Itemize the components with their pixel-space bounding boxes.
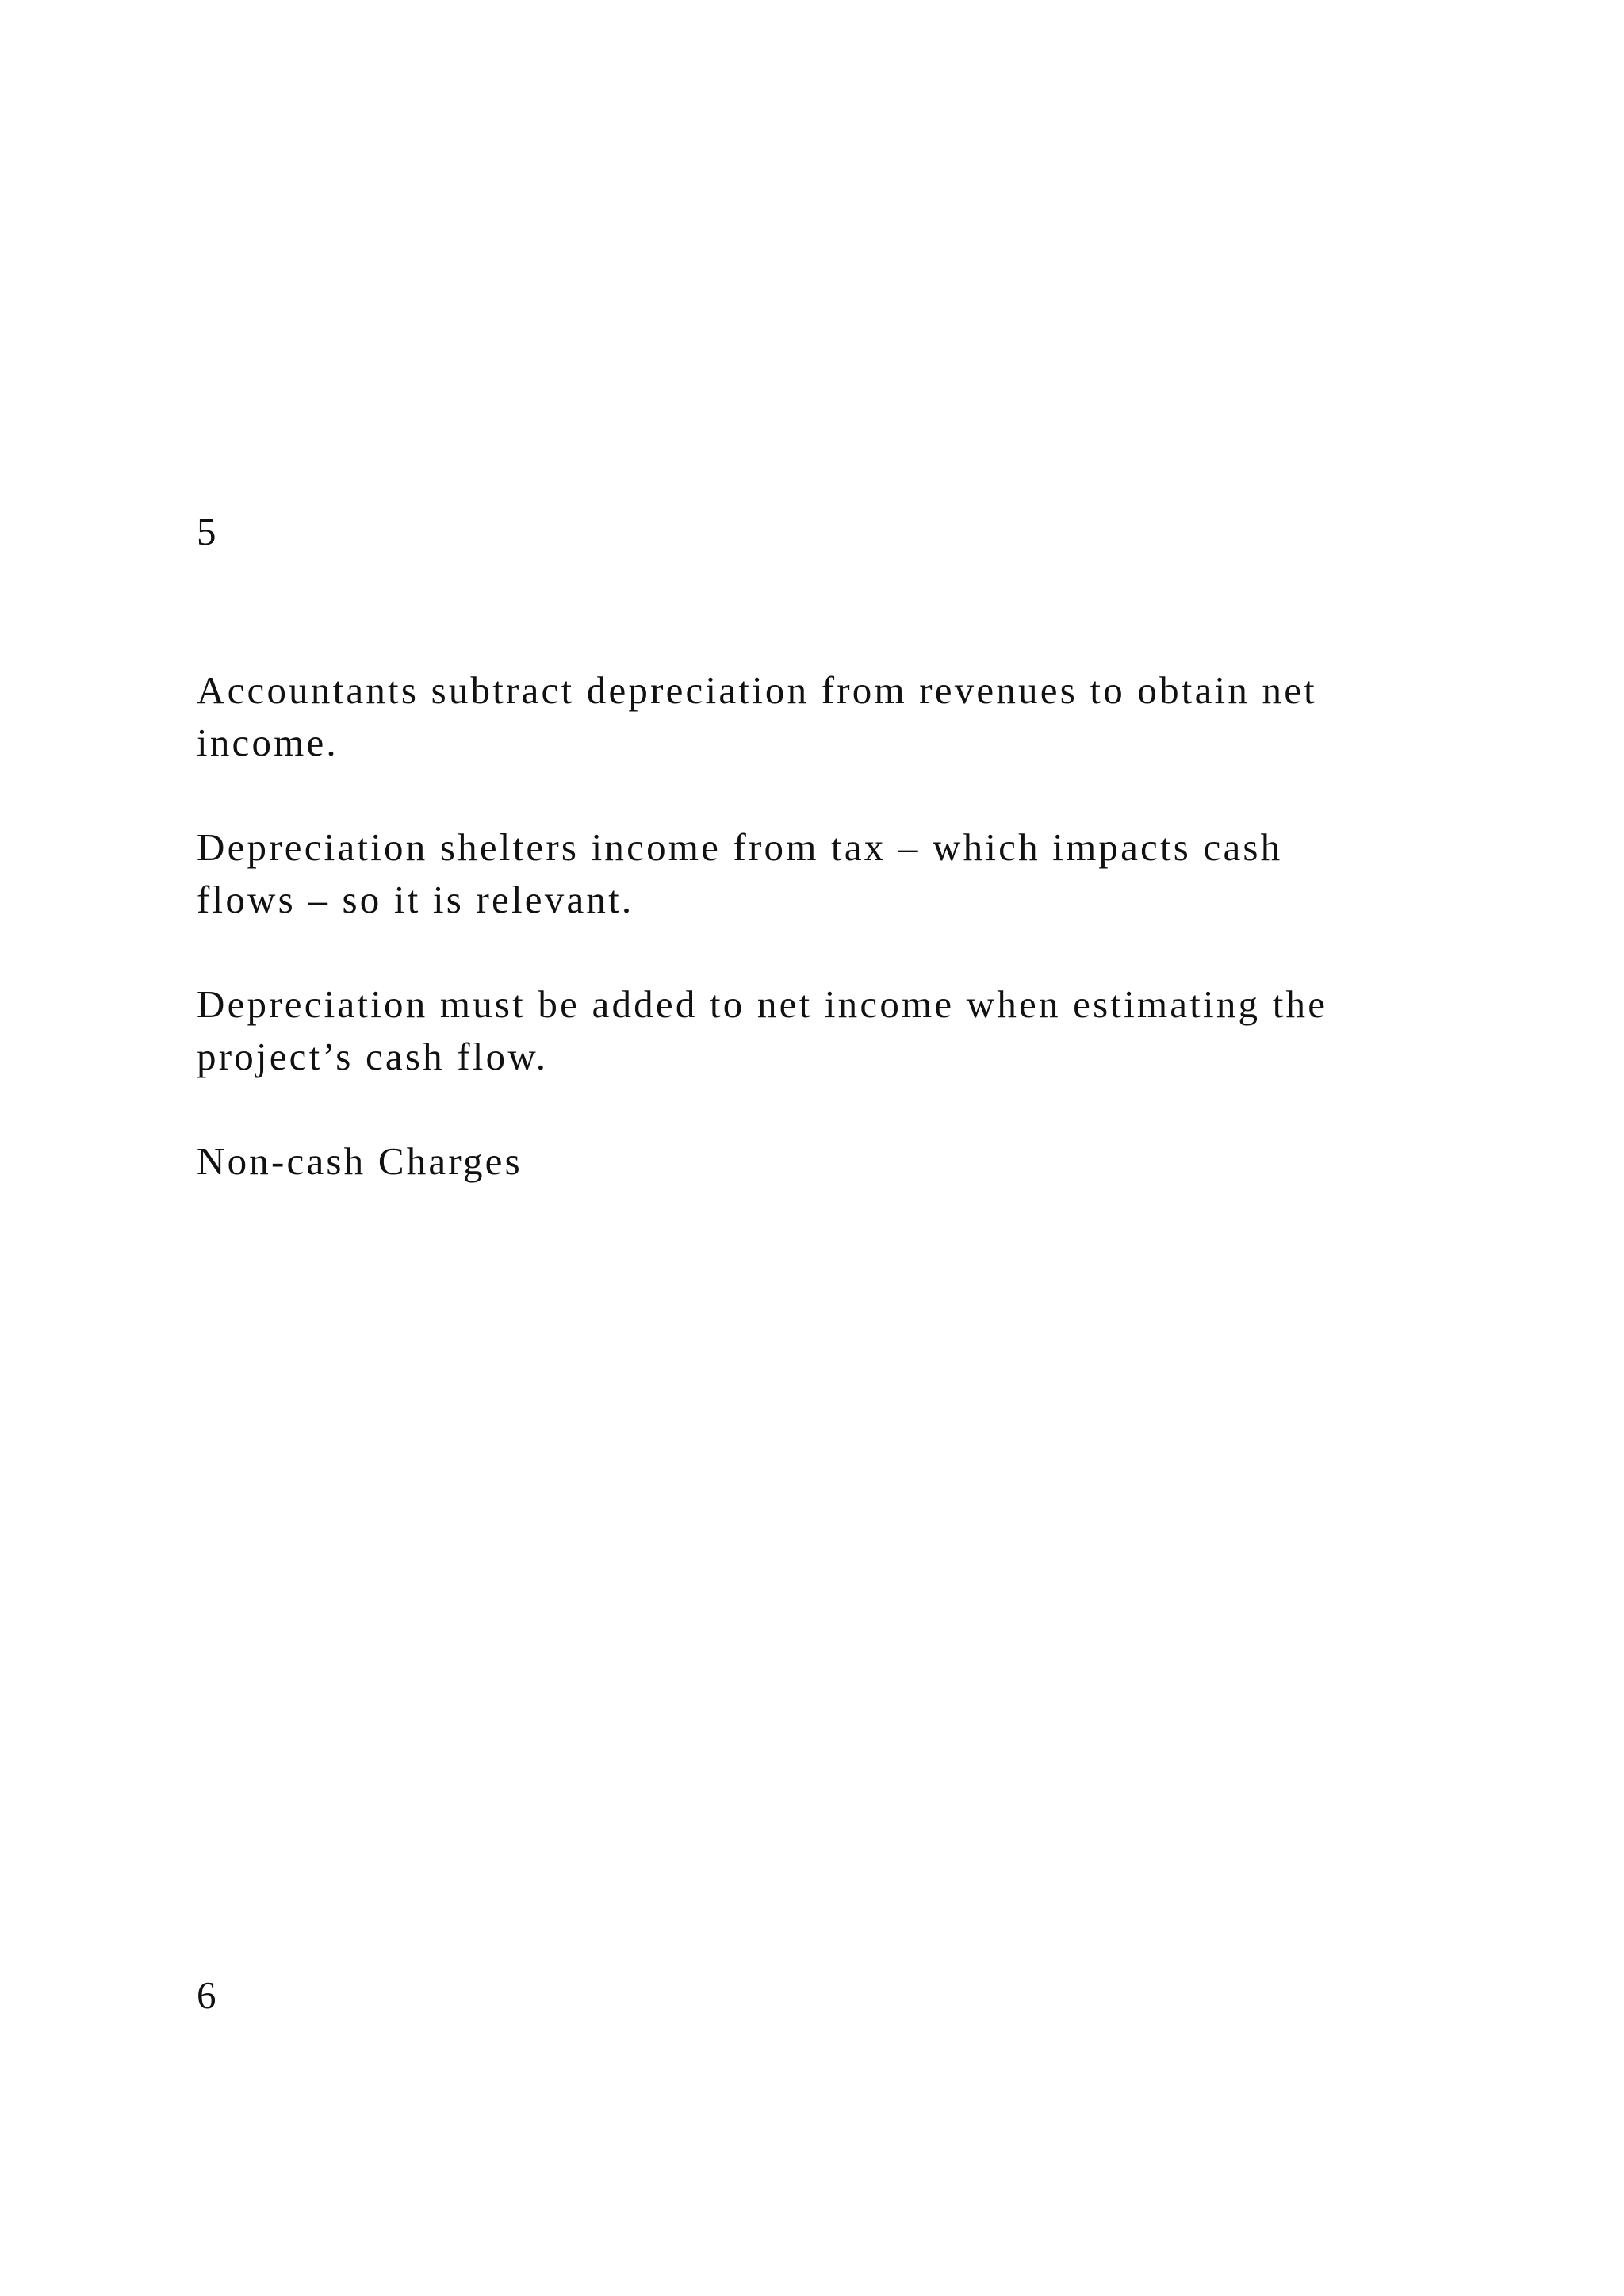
page-number-top: 5 [197, 510, 219, 553]
paragraph-line: Depreciation shelters income from tax – which impacts cash [197, 825, 1283, 869]
paragraph-line: project’s cash flow. [197, 1035, 549, 1078]
paragraph-line: flows – so it is relevant. [197, 878, 634, 921]
section-heading: Non-cash Charges [197, 1139, 523, 1183]
paragraph-line: Accountants subtract depreciation from revenues to obtain net [197, 668, 1317, 712]
page-number-bottom: 6 [197, 1973, 219, 2017]
paragraph-line: Depreciation must be added to net income when estimating the [197, 982, 1328, 1026]
paragraph-line: income. [197, 721, 339, 764]
